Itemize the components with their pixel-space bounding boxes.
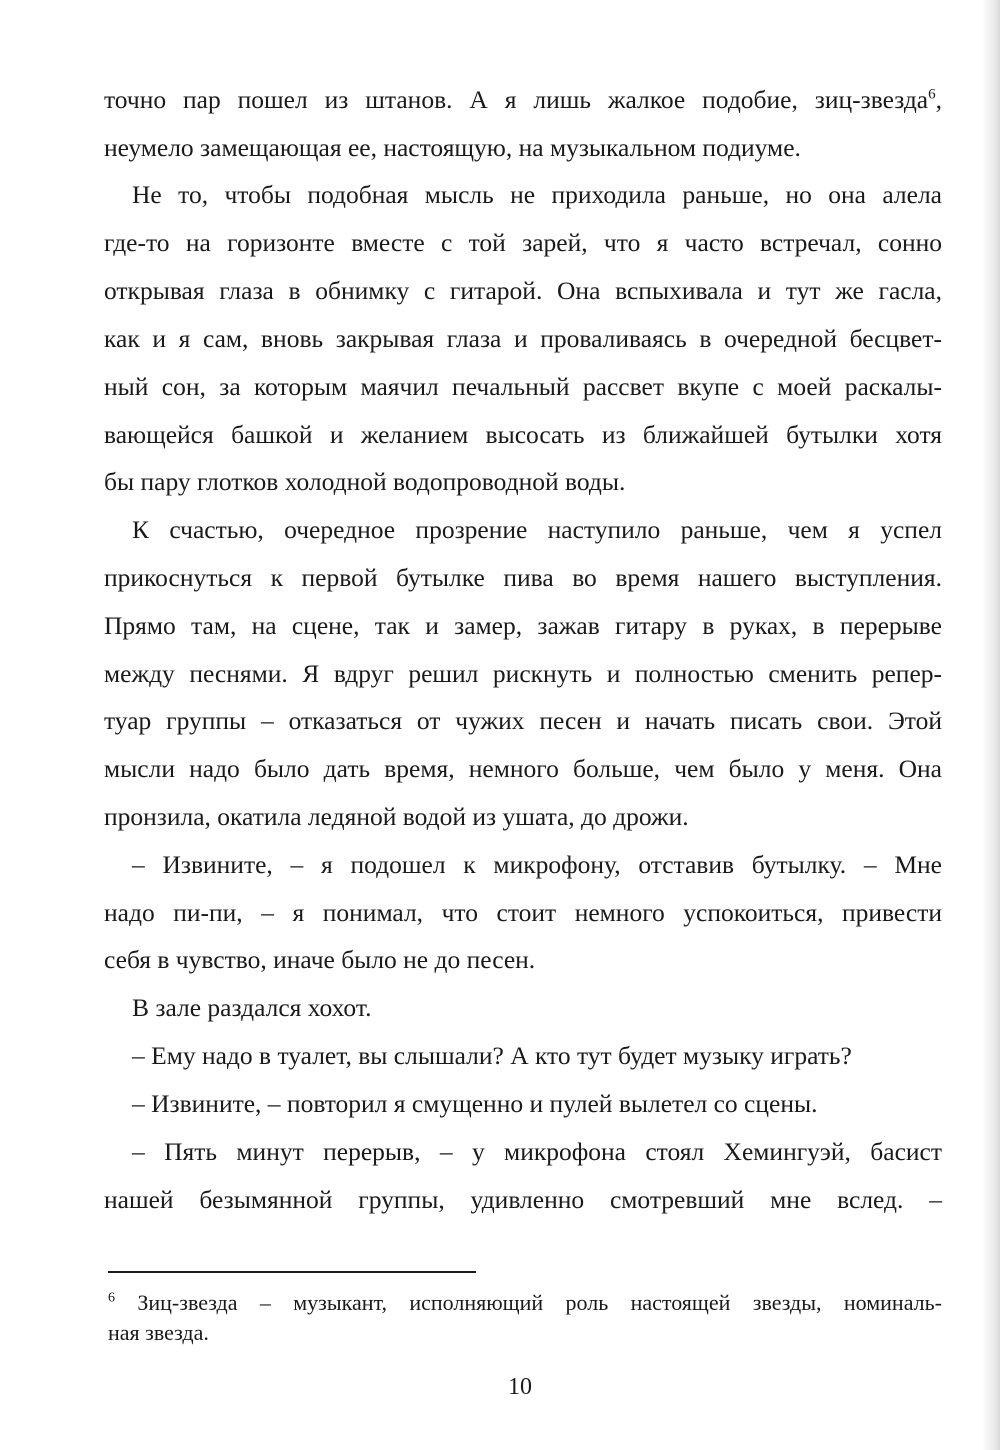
text-line: между песнями. Я вдруг решил рискнуть и полностью сменить репер-: [104, 659, 942, 688]
text-line: прикоснуться к первой бутылке пива во время нашего выступления.: [104, 563, 942, 592]
text-line: мысли надо было дать время, немного больше, чем было у меня. Она: [104, 754, 942, 783]
text-line: нашей безымянной группы, удивленно смотревший мне вслед. –: [104, 1185, 942, 1214]
text-line: неумело замещающая ее, настоящую, на музыкальном подиуме.: [104, 133, 801, 162]
text-line: – Извините, – я подошел к микрофону, отставив бутылку. – Мне: [132, 850, 942, 879]
text-line: где-то на горизонте вместе с той зарей, что я часто встречал, сонно: [104, 228, 942, 257]
text-line: В зале раздался хохот.: [132, 993, 372, 1022]
footnote-line: $^6$ Зиц-звезда – музыкант, исполняющий роль настоящей звезды, номиналь-: [108, 1290, 942, 1315]
text-line: К счастью, очередное прозрение наступило раньше, чем я успел: [132, 515, 942, 544]
text-line: – Пять минут перерыв, – у микрофона стоял Хемингуэй, басист: [132, 1137, 942, 1166]
text-line: – Извините, – повторил я смущенно и пулей вылетел со сцены.: [132, 1089, 818, 1118]
text-line: себя в чувство, иначе было не до песен.: [104, 945, 536, 974]
text-line: – Ему надо в туалет, вы слышали? А кто тут будет музыку играть?: [132, 1041, 852, 1070]
footnote-divider: [108, 1271, 476, 1273]
text-line: открывая глаза в обнимку с гитарой. Она вспыхивала и тут же гасла,: [104, 276, 942, 305]
text-line: Не то, чтобы подобная мысль не приходила раньше, но она алела: [132, 180, 942, 209]
page-edge-shadow: [982, 0, 1000, 1450]
text-line: туар группы – отказаться от чужих песен и начать писать свои. Этой: [104, 706, 942, 735]
footnote-line: ная звезда.: [108, 1320, 209, 1345]
text-line: пронзила, окатила ледяной водой из ушата, до дрожи.: [104, 802, 689, 831]
text-line: вающейся башкой и желанием высосать из ближайшей бутылки хотя: [104, 420, 942, 449]
text-line: надо пи-пи, – я понимал, что стоит немного успокоиться, привести: [104, 898, 942, 927]
text-line: Прямо там, на сцене, так и замер, зажав гитару в руках, в перерыве: [104, 611, 942, 640]
footnote-mark: 6: [108, 1290, 115, 1306]
text-line: как и я сам, вновь закрывая глаза и проваливаясь в очередной бесцвет-: [104, 324, 942, 353]
page-number: 10: [508, 1374, 532, 1400]
text-line: ный сон, за которым маячил печальный рассвет вкупе с моей раскалы-: [104, 372, 942, 401]
footnote-reference: 6: [928, 86, 936, 103]
text-line: точно пар пошел из штанов. А я лишь жалкое подобие, зиц-звезда$^6$,: [104, 85, 942, 114]
text-line: бы пару глотков холодной водопроводной воды.: [104, 467, 626, 496]
